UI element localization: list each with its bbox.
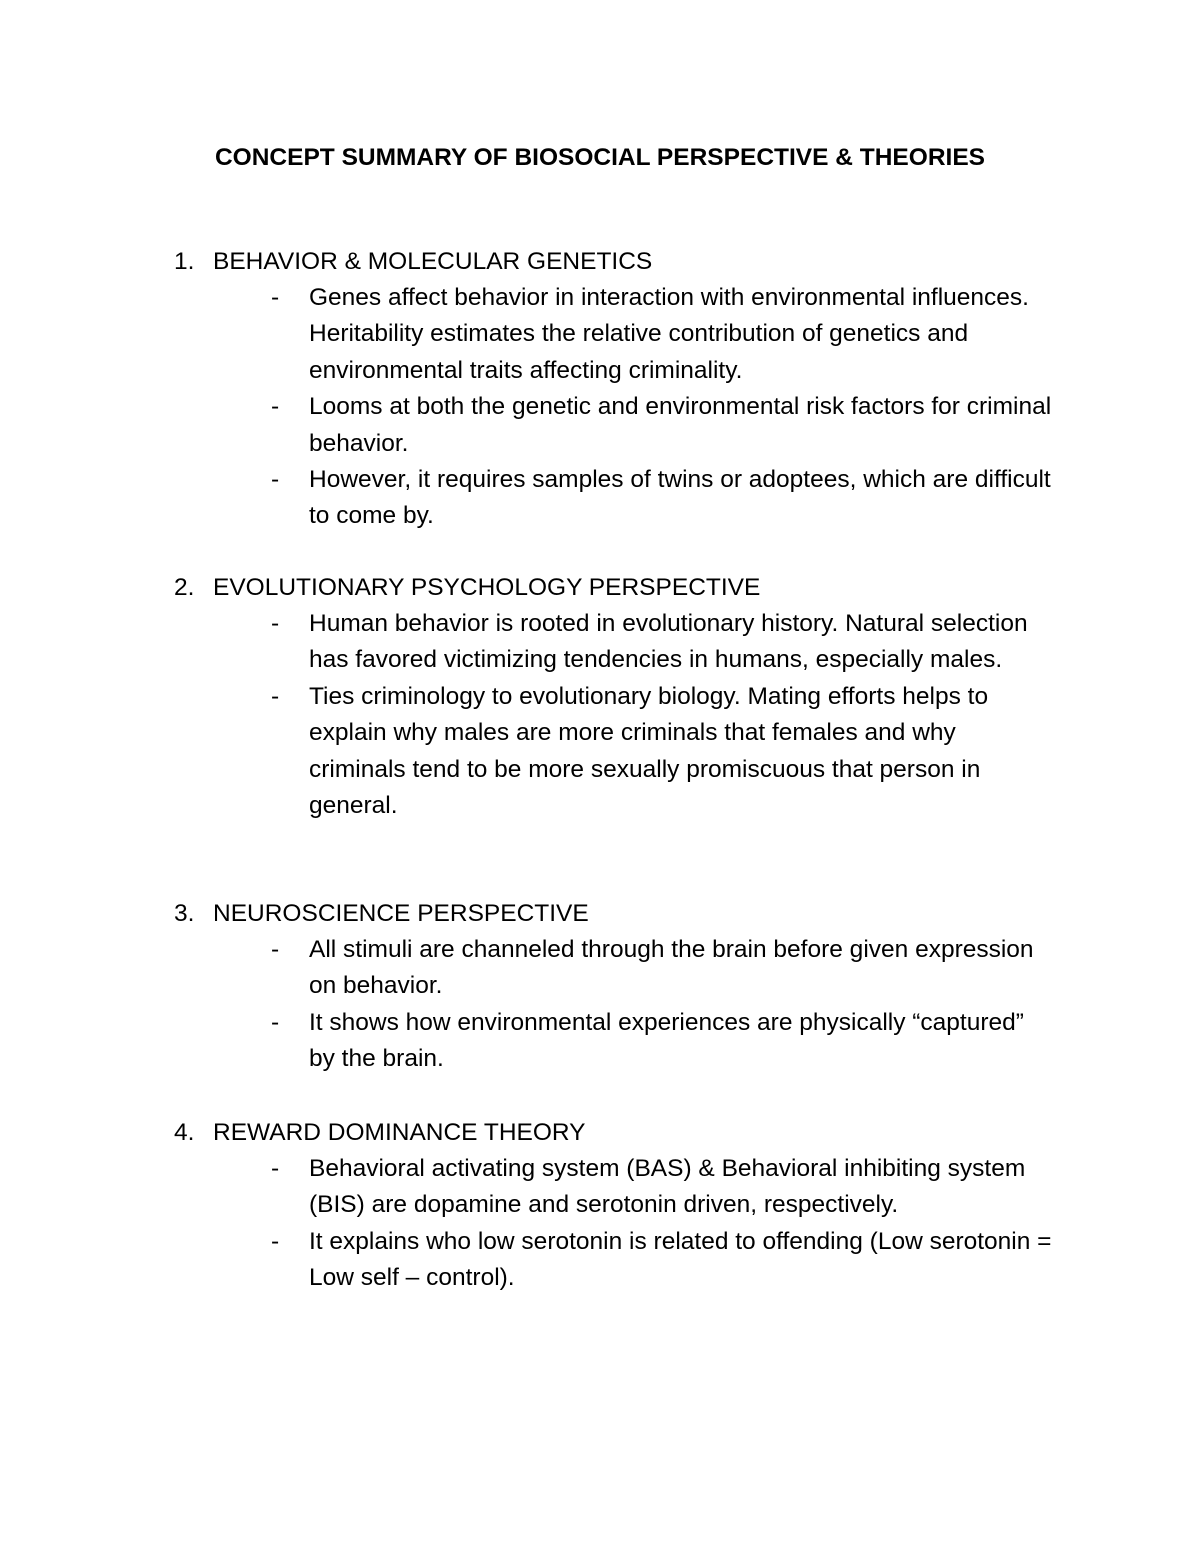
dash-marker: - <box>271 393 280 421</box>
bullet-list <box>174 606 1094 824</box>
section-heading <box>174 896 1094 932</box>
dash-marker: - <box>271 1008 280 1036</box>
dash-marker: - <box>271 610 280 637</box>
section-heading <box>174 1115 1094 1151</box>
section-evolutionary-psychology <box>174 570 1094 824</box>
bullet-text: It explains who low serotonin is related to offending (Low serotonin = Low self – control). <box>309 1227 1052 1292</box>
bullet-text: However, it requires samples of twins or adoptees, which are difficult to come by. <box>309 466 1051 530</box>
list-item <box>174 1005 1054 1078</box>
dash-marker: - <box>271 1227 280 1255</box>
bullet-text: Looms at both the genetic and environmental risk factors for criminal behavior. <box>309 393 1052 457</box>
section-heading <box>174 244 1094 280</box>
section-heading <box>174 570 1094 606</box>
list-item <box>174 1151 1054 1224</box>
bullet-text: It shows how environmental experiences are physically “captured” by the brain. <box>309 1008 1024 1073</box>
bullet-text: Genes affect behavior in interaction with environmental influences. Heritability estimates the relative contribution of genetics and environmental traits affecting criminality. <box>309 284 1029 384</box>
section-title: BEHAVIOR & MOLECULAR GENETICS <box>213 248 653 275</box>
bullet-text: Behavioral activating system (BAS) & Behavioral inhibiting system (BIS) are dopamine and serotonin driven, respectively. <box>309 1155 1026 1219</box>
dash-marker: - <box>271 1155 280 1182</box>
dash-marker: - <box>271 466 280 494</box>
bullet-list <box>174 932 1094 1078</box>
bullet-list <box>174 1151 1094 1297</box>
section-number: 3. <box>174 900 195 927</box>
section-title: REWARD DOMINANCE THEORY <box>213 1119 586 1146</box>
bullet-text: Human behavior is rooted in evolutionary history. Natural selection has favored victimizing tendencies in humans, especially males. <box>309 610 1028 674</box>
page-title: CONCEPT SUMMARY OF BIOSOCIAL PERSPECTIVE & THEORIES <box>214 144 986 171</box>
section-behavior-molecular-genetics <box>174 244 1094 535</box>
dash-marker: - <box>271 682 280 710</box>
list-item <box>174 280 1054 389</box>
dash-marker: - <box>271 936 280 963</box>
section-title: EVOLUTIONARY PSYCHOLOGY PERSPECTIVE <box>213 574 761 601</box>
section-number: 2. <box>174 574 195 601</box>
bullet-list <box>174 280 1094 535</box>
section-neuroscience <box>174 896 1094 1078</box>
list-item <box>174 1224 1054 1297</box>
list-item <box>174 932 1054 1005</box>
list-item <box>174 606 1054 679</box>
dash-marker: - <box>271 284 280 311</box>
bullet-text: All stimuli are channeled through the brain before given expression on behavior. <box>309 936 1034 1000</box>
list-item <box>174 679 1054 825</box>
list-item <box>174 462 1054 535</box>
section-number: 4. <box>174 1119 195 1146</box>
section-reward-dominance <box>174 1115 1094 1297</box>
section-number: 1. <box>174 248 195 275</box>
section-title: NEUROSCIENCE PERSPECTIVE <box>213 900 589 927</box>
list-item <box>174 389 1054 462</box>
bullet-text: Ties criminology to evolutionary biology. Mating efforts helps to explain why males are more criminals that females and why criminals tend to be more sexually promiscuous that person in general. <box>309 682 989 820</box>
